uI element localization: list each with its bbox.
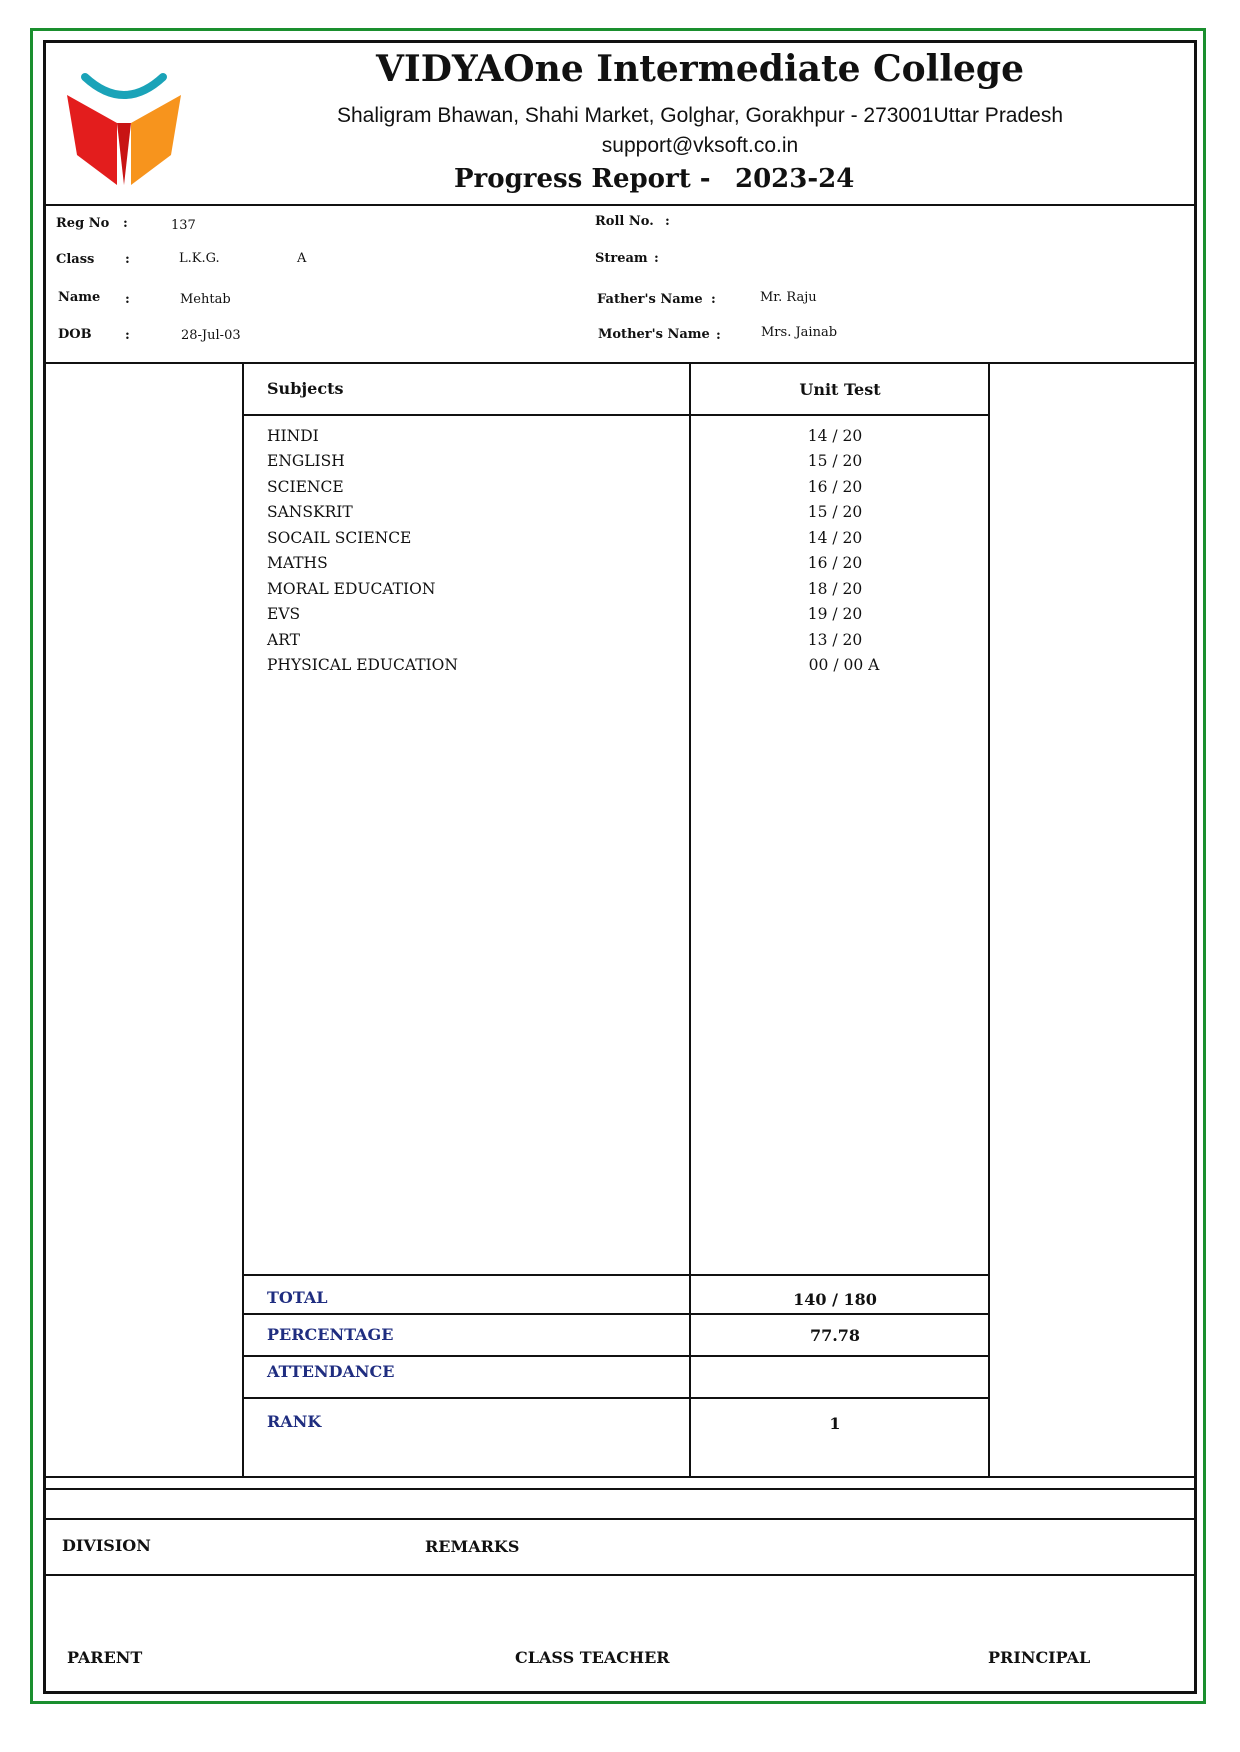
- subject-score: 15 / 20: [807, 452, 863, 470]
- rank-label: RANK: [267, 1412, 322, 1431]
- subject-name: SCIENCE: [267, 478, 344, 496]
- mother-name-value: Mrs. Jainab: [761, 325, 838, 340]
- subject-score: 13 / 20: [807, 631, 863, 649]
- summary-divider: [243, 1355, 989, 1357]
- class-label: Class: [56, 252, 95, 267]
- school-name: VIDYAOne Intermediate College: [375, 48, 1025, 90]
- table-right-border: [988, 364, 990, 1476]
- reg-no-value: 137: [171, 218, 196, 233]
- footer-divider: [43, 1518, 1197, 1520]
- roll-no-label: Roll No.: [595, 214, 654, 229]
- school-address: Shaligram Bhawan, Shahi Market, Golghar, Gorakhpur - 273001Uttar Pradesh: [336, 104, 1064, 127]
- section-value: A: [297, 251, 307, 266]
- roll-no-colon: :: [665, 214, 670, 229]
- remarks-label: REMARKS: [425, 1537, 520, 1556]
- attendance-label: ATTENDANCE: [267, 1362, 395, 1381]
- class-colon: :: [125, 252, 130, 267]
- school-email: support@vksoft.co.in: [601, 134, 799, 157]
- subject-name: SOCAIL SCIENCE: [267, 529, 412, 547]
- table-bottom-divider: [43, 1476, 1197, 1478]
- percentage-value: 77.78: [809, 1326, 861, 1345]
- name-label: Name: [58, 290, 101, 305]
- subject-score: 18 / 20: [807, 580, 863, 598]
- subject-score: 16 / 20: [807, 554, 863, 572]
- open-book-logo-icon: [55, 55, 195, 195]
- subject-name: EVS: [267, 605, 301, 623]
- summary-divider: [243, 1397, 989, 1399]
- subject-name: ART: [267, 631, 300, 649]
- stream-colon: :: [654, 251, 659, 266]
- subject-name: MORAL EDUCATION: [267, 580, 436, 598]
- subject-name: ENGLISH: [267, 452, 345, 470]
- class-value: L.K.G.: [179, 251, 220, 266]
- subject-name: SANSKRIT: [267, 503, 353, 521]
- footer-divider: [43, 1488, 1197, 1490]
- summary-top-divider: [243, 1274, 989, 1276]
- father-name-colon: :: [711, 292, 716, 307]
- father-name-value: Mr. Raju: [760, 290, 817, 305]
- subject-score: 19 / 20: [807, 605, 863, 623]
- principal-signature-label: PRINCIPAL: [988, 1648, 1091, 1667]
- subject-score: 14 / 20: [807, 529, 863, 547]
- father-name-label: Father's Name: [597, 292, 703, 307]
- signature-divider: [43, 1574, 1197, 1576]
- class-teacher-signature-label: CLASS TEACHER: [515, 1648, 670, 1667]
- stream-label: Stream: [595, 251, 648, 266]
- subject-score: 00 / 00 A: [808, 656, 880, 674]
- report-session: 2023-24: [735, 164, 855, 194]
- page-inner-border: [43, 40, 1197, 1694]
- subject-score: 14 / 20: [807, 427, 863, 445]
- rank-value: 1: [829, 1414, 841, 1433]
- division-label: DIVISION: [62, 1536, 151, 1555]
- mother-name-colon: :: [716, 328, 721, 343]
- header-divider: [43, 204, 1197, 206]
- summary-divider: [243, 1313, 989, 1315]
- info-divider: [43, 362, 1197, 364]
- percentage-label: PERCENTAGE: [267, 1325, 394, 1344]
- subject-name: HINDI: [267, 427, 319, 445]
- reg-no-colon: :: [123, 216, 128, 231]
- dob-value: 28-Jul-03: [181, 328, 241, 343]
- table-left-border: [242, 364, 244, 1476]
- mother-name-label: Mother's Name: [598, 327, 710, 342]
- subject-name: MATHS: [267, 554, 328, 572]
- parent-signature-label: PARENT: [67, 1648, 143, 1667]
- dob-label: DOB: [58, 327, 92, 342]
- total-value: 140 / 180: [793, 1290, 877, 1309]
- table-header-divider: [243, 414, 989, 416]
- dob-colon: :: [125, 328, 130, 343]
- total-label: TOTAL: [267, 1288, 328, 1307]
- name-colon: :: [125, 292, 130, 307]
- unit-test-header: Unit Test: [799, 380, 881, 399]
- report-title: Progress Report -: [454, 164, 711, 194]
- subject-name: PHYSICAL EDUCATION: [267, 656, 458, 674]
- subject-score: 15 / 20: [807, 503, 863, 521]
- reg-no-label: Reg No: [56, 216, 110, 231]
- subjects-header: Subjects: [267, 379, 344, 398]
- subject-score: 16 / 20: [807, 478, 863, 496]
- name-value: Mehtab: [180, 292, 231, 307]
